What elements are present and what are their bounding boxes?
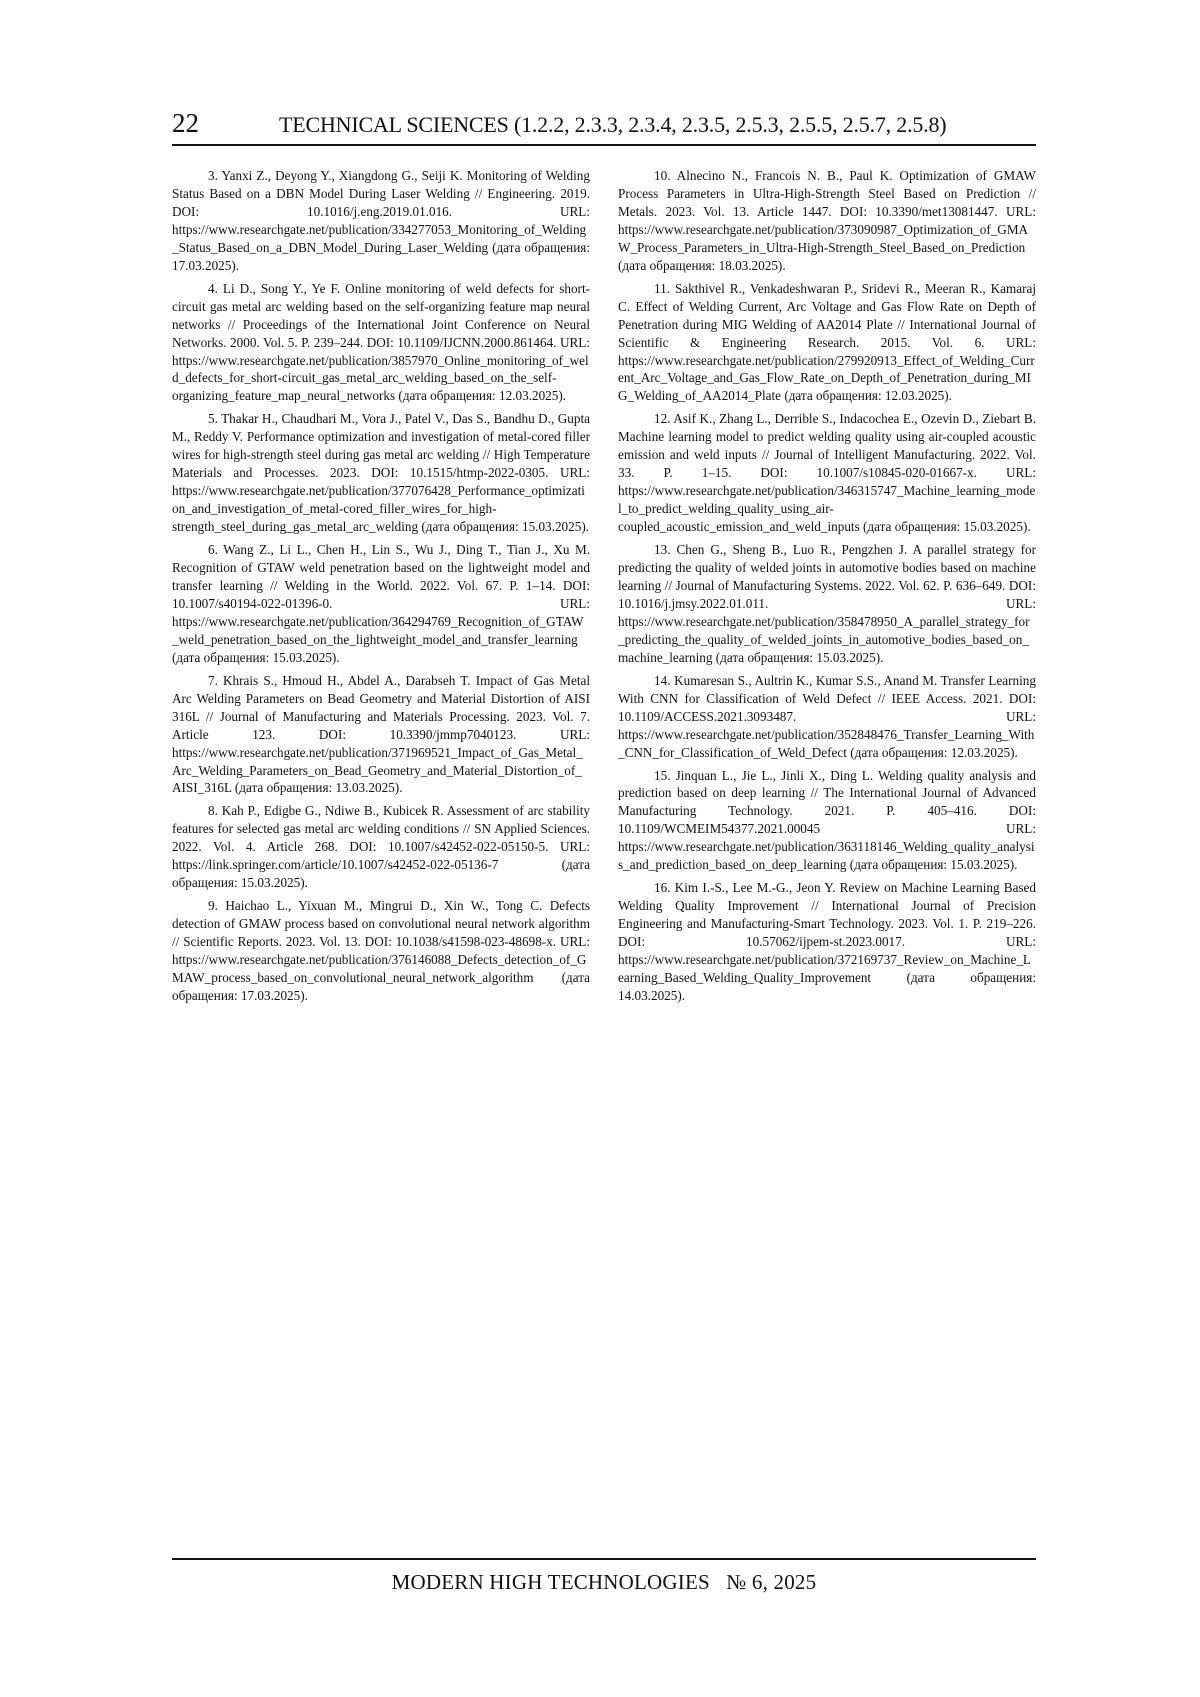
reference-item: 15. Jinquan L., Jie L., Jinli X., Ding L. Welding quality analysis and prediction based on deep learning // The International Journal of Advanced Manufacturing Technology. 2021. P. 405–416. DOI: 10.1109/WCMEIM54377.2021.00045 URL: https://www.researchgate.net/publication/363118146_Welding_quality_analysis_and_prediction_based_on_deep_learning (дата обращения: 15.03.2025). bbox=[618, 767, 1036, 873]
page-footer bbox=[172, 1558, 1036, 1595]
reference-column-left bbox=[172, 167, 590, 1010]
page-header bbox=[172, 104, 1036, 146]
journal-section-title: TECHNICAL SCIENCES (1.2.2, 2.3.3, 2.3.4, 2.3.5, 2.5.3, 2.5.5, 2.5.7, 2.5.8) bbox=[279, 112, 947, 137]
reference-item: 5. Thakar H., Chaudhari M., Vora J., Patel V., Das S., Bandhu D., Gupta M., Reddy V. Performance optimization and investigation of metal-cored filler wires for high-strength steel during gas metal arc welding // High Temperature Materials and Processes. 2023. DOI: 10.1515/htmp-2022-0305. URL: https://www.researchgate.net/publication/377076428_Performance_optimization_and_investigation_of_metal-cored_filler_wires_for_high-strength_steel_during_gas_metal_arc_welding (дата обращения: 15.03.2025). bbox=[172, 411, 590, 535]
page-number: 22 bbox=[172, 108, 199, 138]
reference-item: 8. Kah P., Edigbe G., Ndiwe B., Kubicek R. Assessment of arc stability features for selected gas metal arc welding conditions // SN Applied Sciences. 2022. Vol. 4. Article 268. DOI: 10.1007/s42452-022-05150-5. URL: https://link.springer.com/article/10.1007/s42452-022-05136-7 (дата обращения: 15.03.2025). bbox=[172, 803, 590, 891]
reference-item: 11. Sakthivel R., Venkadeshwaran P., Sridevi R., Meeran R., Kamaraj C. Effect of Welding Current, Arc Voltage and Gas Flow Rate on Depth of Penetration during MIG Welding of AA2014 Plate // International Journal of Scientific & Engineering Research. 2015. Vol. 6. URL: https://www.researchgate.net/publication/279920913_Effect_of_Welding_Current_Arc_Voltage_and_Gas_Flow_Rate_on_Depth_of_Penetration_during_MIG_Welding_of_AA2014_Plate (дата обращения: 12.03.2025). bbox=[618, 280, 1036, 404]
reference-item: 4. Li D., Song Y., Ye F. Online monitoring of weld defects for short-circuit gas metal arc welding based on the self-organizing feature map neural networks // Proceedings of the International Joint Conference on Neural Networks. 2000. Vol. 5. P. 239–244. DOI: 10.1109/IJCNN.2000.861464. URL: https://www.researchgate.net/publication/3857970_Online_monitoring_of_weld_defects_for_short-circuit_gas_metal_arc_welding_based_on_the_self-organizing_feature_map_neural_networks (дата обращения: 12.03.2025). bbox=[172, 280, 590, 404]
reference-item: 6. Wang Z., Li L., Chen H., Lin S., Wu J., Ding T., Tian J., Xu M. Recognition of GTAW weld penetration based on the lightweight model and transfer learning // Welding in the World. 2022. Vol. 67. P. 1–14. DOI: 10.1007/s40194-022-01396-0. URL: https://www.researchgate.net/publication/364294769_Recognition_of_GTAW_weld_penetration_based_on_the_lightweight_model_and_transfer_learning (дата обращения: 15.03.2025). bbox=[172, 542, 590, 665]
reference-column-right bbox=[618, 167, 1036, 1010]
reference-item: 16. Kim I.-S., Lee M.-G., Jeon Y. Review on Machine Learning Based Welding Quality Improvement // International Journal of Precision Engineering and Manufacturing-Smart Technology. 2023. Vol. 1. P. 219–226. DOI: 10.57062/ijpem-st.2023.0017. URL: https://www.researchgate.net/publication/372169737_Review_on_Machine_Learning_Based_Welding_Quality_Improvement (дата обращения: 14.03.2025). bbox=[618, 880, 1036, 1003]
reference-item: 3. Yanxi Z., Deyong Y., Xiangdong G., Seiji K. Monitoring of Welding Status Based on a DBN Model During Laser Welding // Engineering. 2019. DOI: 10.1016/j.eng.2019.01.016. URL: https://www.researchgate.net/publication/334277053_Monitoring_of_Welding_Status_Based_on_a_DBN_Model_During_Laser_Welding (дата обращения: 17.03.2025). bbox=[172, 168, 590, 273]
reference-item: 9. Haichao L., Yixuan M., Mingrui D., Xin W., Tong C. Defects detection of GMAW process based on convolutional neural network algorithm // Scientific Reports. 2023. Vol. 13. DOI: 10.1038/s41598-023-48698-x. URL: https://www.researchgate.net/publication/376146088_Defects_detection_of_GMAW_process_based_on_convolutional_neural_network_algorithm (дата обращения: 17.03.2025). bbox=[172, 898, 590, 1003]
reference-item: 13. Chen G., Sheng B., Luo R., Pengzhen J. A parallel strategy for predicting the quality of welded joints in automotive bodies based on machine learning // Journal of Manufacturing Systems. 2022. Vol. 62. P. 636–649. DOI: 10.1016/j.jmsy.2022.01.011. URL: https://www.researchgate.net/publication/358478950_A_parallel_strategy_for_predicting_the_quality_of_welded_joints_in_automotive_bodies_based_on_machine_learning (дата обращения: 15.03.2025). bbox=[618, 542, 1036, 665]
reference-item: 12. Asif K., Zhang L., Derrible S., Indacochea E., Ozevin D., Ziebart B. Machine learning model to predict welding quality using air-coupled acoustic emission and weld inputs // Journal of Intelligent Manufacturing. 2022. Vol. 33. P. 1–15. DOI: 10.1007/s10845-020-01667-x. URL: https://www.researchgate.net/publication/346315747_Machine_learning_model_to_predict_welding_quality_using_air-coupled_acoustic_emission_and_weld_inputs (дата обращения: 15.03.2025). bbox=[618, 411, 1036, 535]
reference-item: 7. Khrais S., Hmoud H., Abdel A., Darabseh T. Impact of Gas Metal Arc Welding Parameters on Bead Geometry and Material Distortion of AISI 316L // Journal of Manufacturing and Materials Processing. 2023. Vol. 7. Article 123. DOI: 10.3390/jmmp7040123. URL: https://www.researchgate.net/publication/371969521_Impact_of_Gas_Metal_Arc_Welding_Parameters_on_Bead_Geometry_and_Material_Distortion_of_AISI_316L (дата обращения: 13.03.2025). bbox=[172, 672, 590, 796]
footer-journal-name: MODERN HIGH TECHNOLOGIES bbox=[391, 1570, 710, 1594]
reference-item: 10. Alnecino N., Francois N. B., Paul K. Optimization of GMAW Process Parameters in Ultra-High-Strength Steel Based on Prediction // Metals. 2023. Vol. 13. Article 1447. DOI: 10.3390/met13081447. URL: https://www.researchgate.net/publication/373090987_Optimization_of_GMAW_Process_Parameters_in_Ultra-High-Strength_Steel_Based_on_Prediction (дата обращения: 18.03.2025). bbox=[618, 168, 1036, 273]
reference-item: 14. Kumaresan S., Aultrin K., Kumar S.S., Anand M. Transfer Learning With CNN for Classification of Weld Defect // IEEE Access. 2021. DOI: 10.1109/ACCESS.2021.3093487. URL: https://www.researchgate.net/publication/352848476_Transfer_Learning_With_CNN_for_Classification_of_Weld_Defect (дата обращения: 12.03.2025). bbox=[618, 672, 1036, 760]
footer-issue: № 6, 2025 bbox=[726, 1570, 817, 1594]
